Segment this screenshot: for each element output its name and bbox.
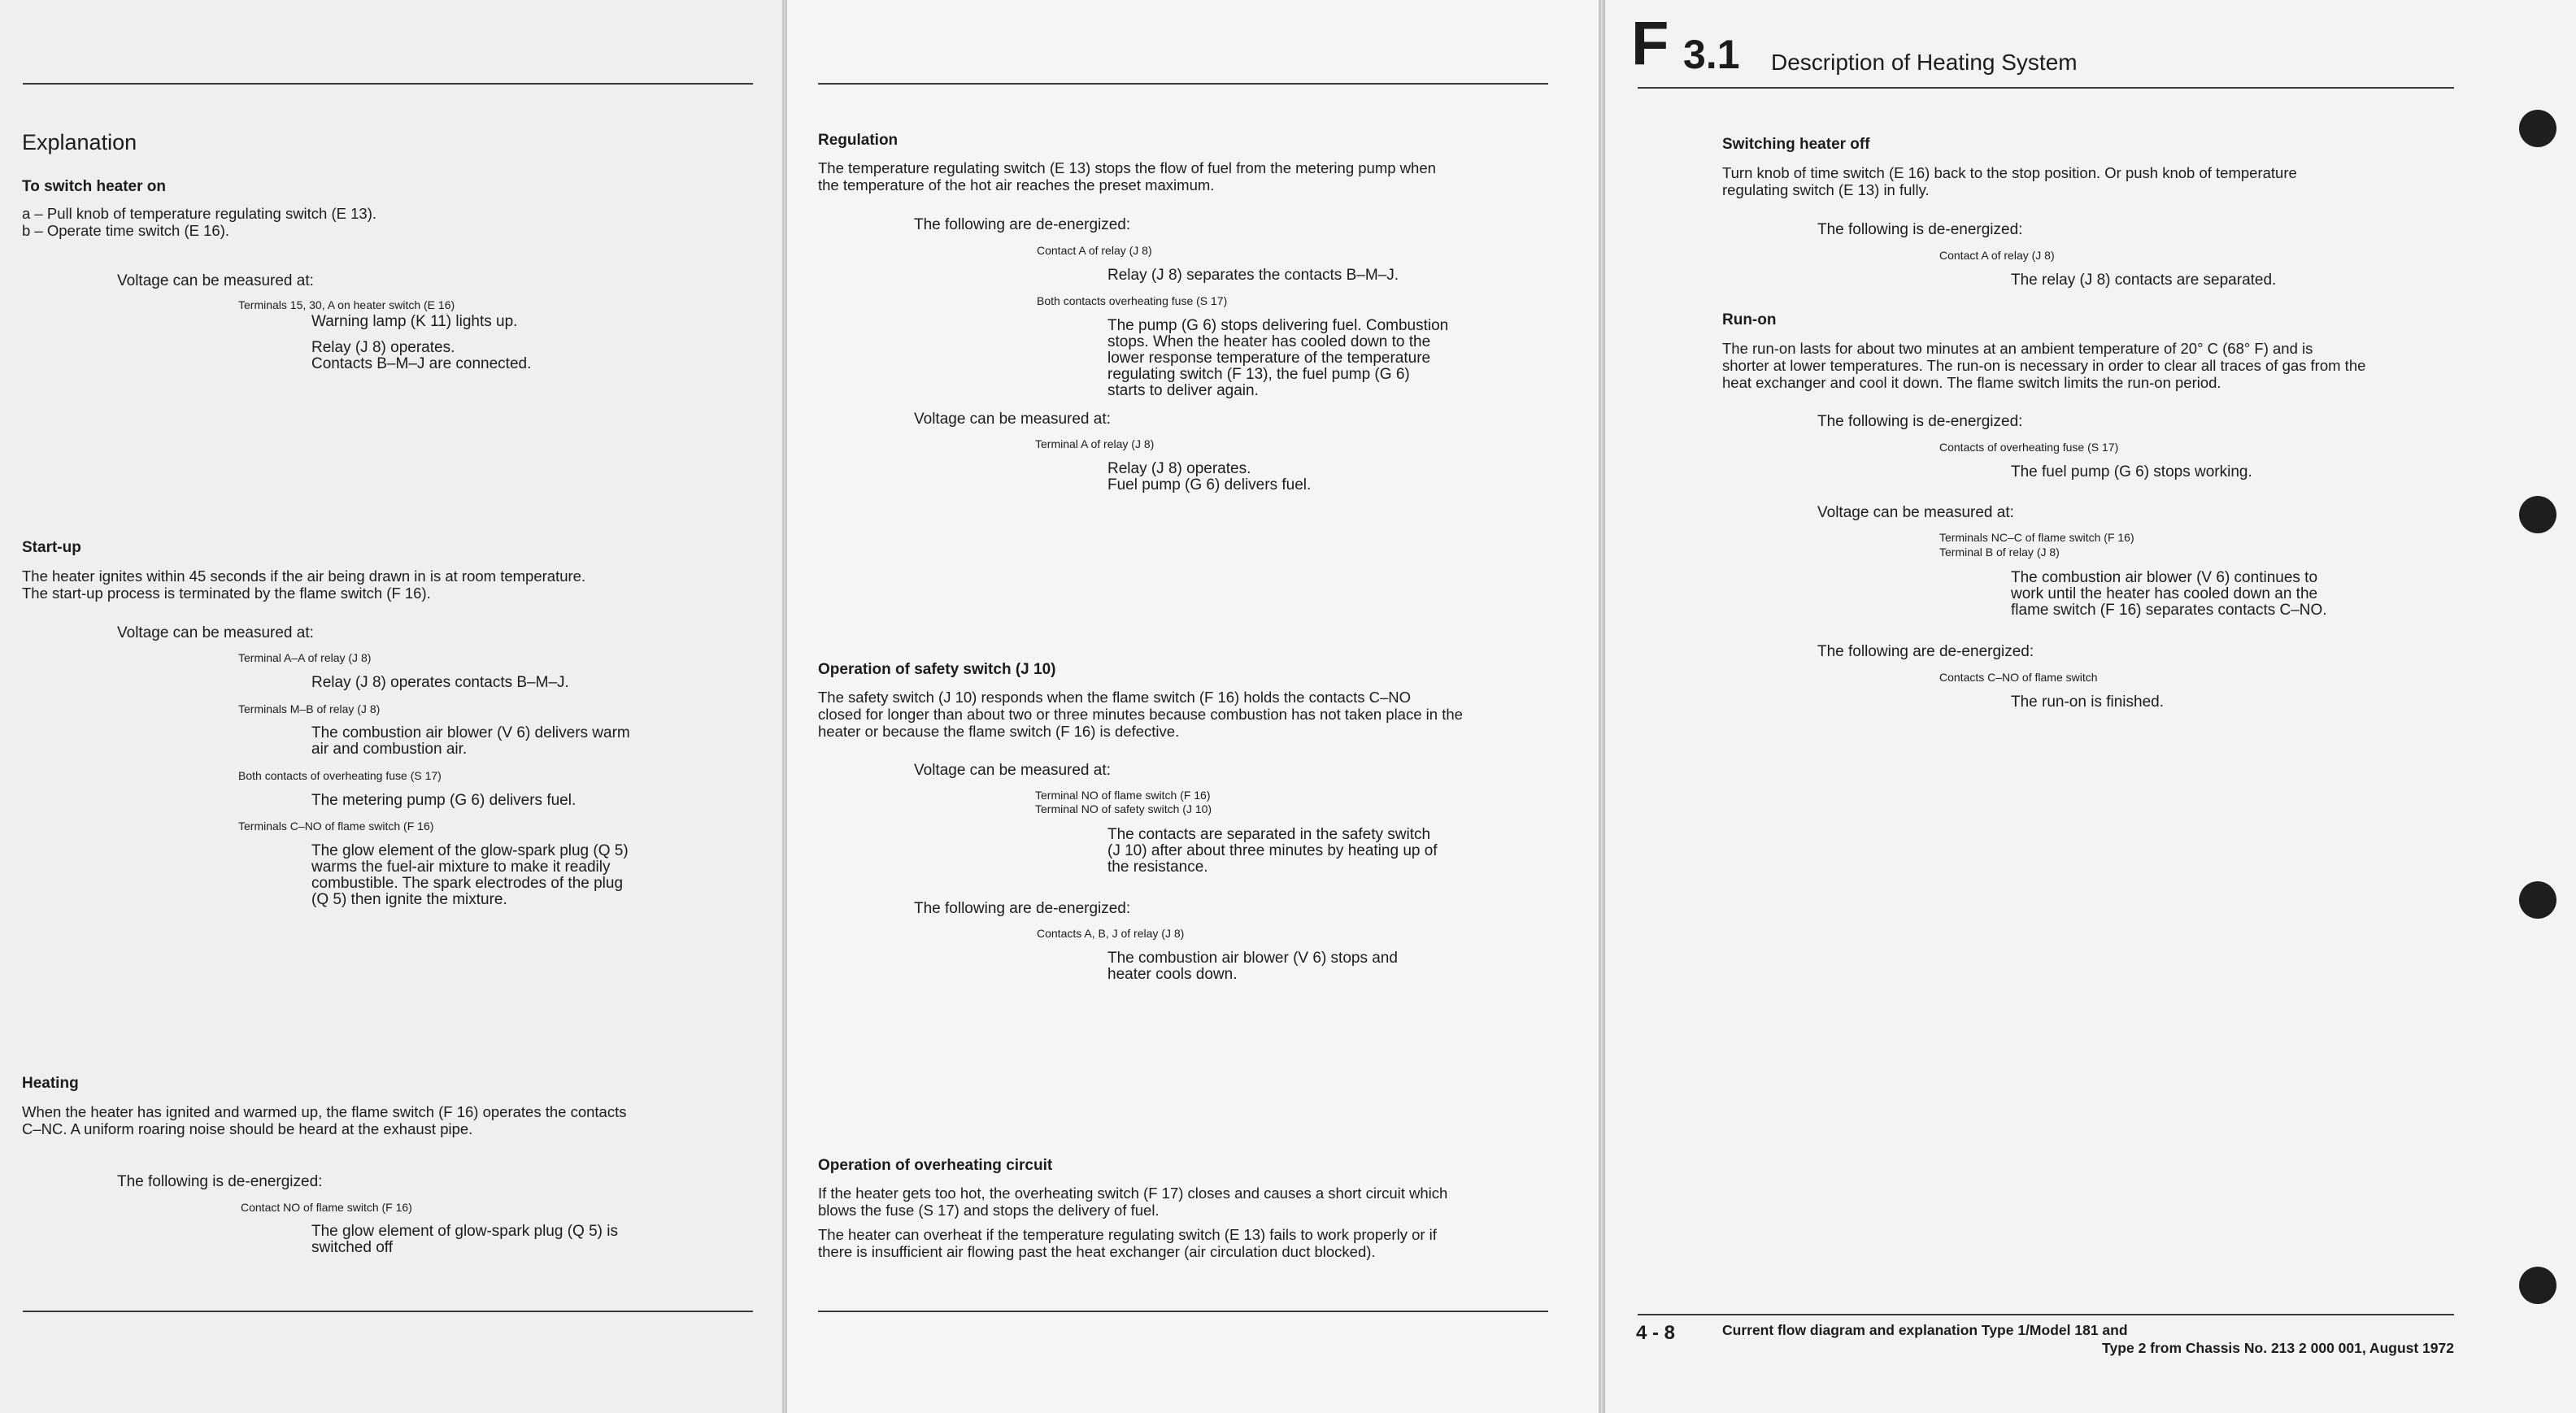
terminal-label: Both contacts of overheating fuse (S 17) [238,769,442,782]
binder-hole [2519,110,2556,147]
result-line: (Q 5) then ignite the mixture. [311,891,507,908]
result-line: the resistance. [1107,859,1208,876]
voltage-label: Voltage can be measured at: [1817,504,2014,521]
result-line: starts to deliver again. [1107,382,1259,399]
binder-hole [2519,1267,2556,1304]
text-line: The start-up process is terminated by the flame switch (F 16). [22,585,431,602]
result-line: The glow element of glow-spark plug (Q 5) is [311,1223,618,1240]
top-rule [23,83,753,85]
terminal-label: Terminal NO of flame switch (F 16) [1035,789,1211,802]
text-line: The run-on lasts for about two minutes at an ambient temperature of 20° C (68° F) and is [1722,340,2313,357]
terminal-label: Contacts of overheating fuse (S 17) [1939,441,2119,454]
section-heading-heating: Heating [22,1075,79,1092]
terminal-label: Terminals C–NO of flame switch (F 16) [238,820,434,833]
binder-hole [2519,496,2556,533]
terminal-label: Terminal A–A of relay (J 8) [238,651,372,664]
text-line: If the heater gets too hot, the overheating switch (F 17) closes and causes a short circuit which [818,1185,1448,1202]
result-line: heater cools down. [1107,966,1238,983]
binder-hole [2519,881,2556,919]
result-line: Relay (J 8) operates. [1107,460,1251,477]
result-line: The fuel pump (G 6) stops working. [2011,463,2252,480]
result-line: air and combustion air. [311,741,468,758]
bottom-rule [1638,1314,2454,1315]
deenergized-label: The following is de-energized: [1817,221,2023,238]
text-line: b – Operate time switch (E 16). [22,222,229,239]
chapter-title: Description of Heating System [1771,50,2078,75]
result-line: The glow element of the glow-spark plug (Q 5) [311,842,629,859]
result-line: The contacts are separated in the safety switch [1107,826,1431,843]
text-line: shorter at lower temperatures. The run-on is necessary in order to clear all traces of gas from the [1722,357,2366,374]
text-line: Turn knob of time switch (E 16) back to the stop position. Or push knob of temperature [1722,164,2297,181]
bottom-rule [23,1311,753,1312]
deenergized-label: The following is de-energized: [117,1173,323,1190]
result-line: lower response temperature of the temperature [1107,350,1431,367]
terminal-label: Terminals M–B of relay (J 8) [238,702,381,715]
text-line: The safety switch (J 10) responds when the flame switch (F 16) holds the contacts C–NO [818,689,1412,706]
text-line: blows the fuse (S 17) and stops the delivery of fuel. [818,1202,1160,1219]
result-line: The metering pump (G 6) delivers fuel. [311,792,577,809]
result-line: The combustion air blower (V 6) stops and [1107,950,1398,967]
deenergized-label: The following is de-energized: [1817,413,2023,430]
section-heading-switch-off: Switching heater off [1722,136,1870,153]
voltage-label: Voltage can be measured at: [914,411,1111,428]
terminal-label: Terminal A of relay (J 8) [1035,437,1155,450]
result-line: Fuel pump (G 6) delivers fuel. [1107,476,1312,493]
terminal-label: Contact NO of flame switch (F 16) [241,1201,412,1214]
terminal-label: Contact A of relay (J 8) [1037,244,1152,257]
text-line: regulating switch (E 13) in fully. [1722,181,1930,198]
deenergized-label: The following are de-energized: [914,216,1131,233]
terminal-label: Terminals 15, 30, A on heater switch (E 16) [238,298,455,311]
text-line: The temperature regulating switch (E 13) stops the flow of fuel from the metering pump when [818,159,1436,176]
result-line: switched off [311,1239,393,1256]
text-line: C–NC. A uniform roaring noise should be heard at the exhaust pipe. [22,1120,473,1137]
result-line: The combustion air blower (V 6) continues to [2011,569,2318,586]
result-line: combustible. The spark electrodes of the plug [311,875,624,892]
result-line: Contacts B–M–J are connected. [311,355,532,372]
section-heading-startup: Start-up [22,539,81,556]
result-line: stops. When the heater has cooled down to the [1107,333,1431,350]
text-line: heater or because the flame switch (F 16) is defective. [818,723,1180,740]
result-line: The relay (J 8) contacts are separated. [2011,272,2277,289]
section-heading-switch-on: To switch heater on [22,178,167,195]
footer-line: Type 2 from Chassis No. 213 2 000 001, August 1972 [2102,1340,2454,1356]
text-line: heat exchanger and cool it down. The flame switch limits the run-on period. [1722,374,2221,391]
text-line: the temperature of the hot air reaches the preset maximum. [818,176,1215,193]
result-line: Relay (J 8) operates. [311,339,455,356]
section-heading-run-on: Run-on [1722,311,1777,328]
voltage-label: Voltage can be measured at: [914,762,1111,779]
chapter-letter: F [1631,9,1669,78]
result-line: Relay (J 8) separates the contacts B–M–J. [1107,267,1399,284]
terminal-label: Both contacts overheating fuse (S 17) [1037,294,1228,307]
voltage-label: Voltage can be measured at: [117,272,314,289]
section-heading-safety-switch: Operation of safety switch (J 10) [818,661,1056,678]
terminal-label: Contact A of relay (J 8) [1939,249,2055,262]
page-title: Explanation [22,130,137,154]
footer-line: Current flow diagram and explanation Type 1/Model 181 and [1722,1322,2128,1338]
page-gutter-right [1599,0,1605,1413]
deenergized-label: The following are de-energized: [1817,643,2034,660]
section-heading-overheating: Operation of overheating circuit [818,1157,1053,1174]
section-heading-regulation: Regulation [818,132,899,149]
bottom-rule [818,1311,1548,1312]
result-line: The run-on is finished. [2011,693,2164,711]
voltage-label: Voltage can be measured at: [117,624,314,641]
text-line: The heater can overheat if the temperature regulating switch (E 13) fails to work properly or if [818,1226,1437,1243]
terminal-label: Terminals NC–C of flame switch (F 16) [1939,531,2134,544]
result-line: The combustion air blower (V 6) delivers warm [311,724,630,741]
text-line: there is insufficient air flowing past the heat exchanger (air circulation duct blocked). [818,1243,1376,1260]
result-line: Relay (J 8) operates contacts B–M–J. [311,674,569,691]
result-line: The pump (G 6) stops delivering fuel. Combustion [1107,317,1449,334]
text-line: a – Pull knob of temperature regulating switch (E 13). [22,205,377,222]
text-line: closed for longer than about two or three minutes because combustion has not taken place in the [818,706,1463,723]
result-line: work until the heater has cooled down an the [2011,585,2318,602]
result-line: Warning lamp (K 11) lights up. [311,313,518,330]
chapter-number: 3.1 [1683,32,1740,77]
page-number: 4 - 8 [1636,1322,1676,1344]
top-rule [1638,87,2454,89]
text-line: When the heater has ignited and warmed up, the flame switch (F 16) operates the contacts [22,1103,627,1120]
terminal-label: Contacts A, B, J of relay (J 8) [1037,927,1185,940]
result-line: flame switch (F 16) separates contacts C–NO. [2011,602,2327,619]
result-line: regulating switch (F 13), the fuel pump (G 6) [1107,366,1410,383]
terminal-label: Terminal NO of safety switch (J 10) [1035,802,1212,815]
top-rule [818,83,1548,85]
result-line: warms the fuel-air mixture to make it readily [311,859,611,876]
terminal-label: Terminal B of relay (J 8) [1939,546,2060,559]
terminal-label: Contacts C–NO of flame switch [1939,671,2098,684]
deenergized-label: The following are de-energized: [914,900,1131,917]
text-line: The heater ignites within 45 seconds if the air being drawn in is at room temperature. [22,567,586,585]
result-line: (J 10) after about three minutes by heating up of [1107,842,1438,859]
